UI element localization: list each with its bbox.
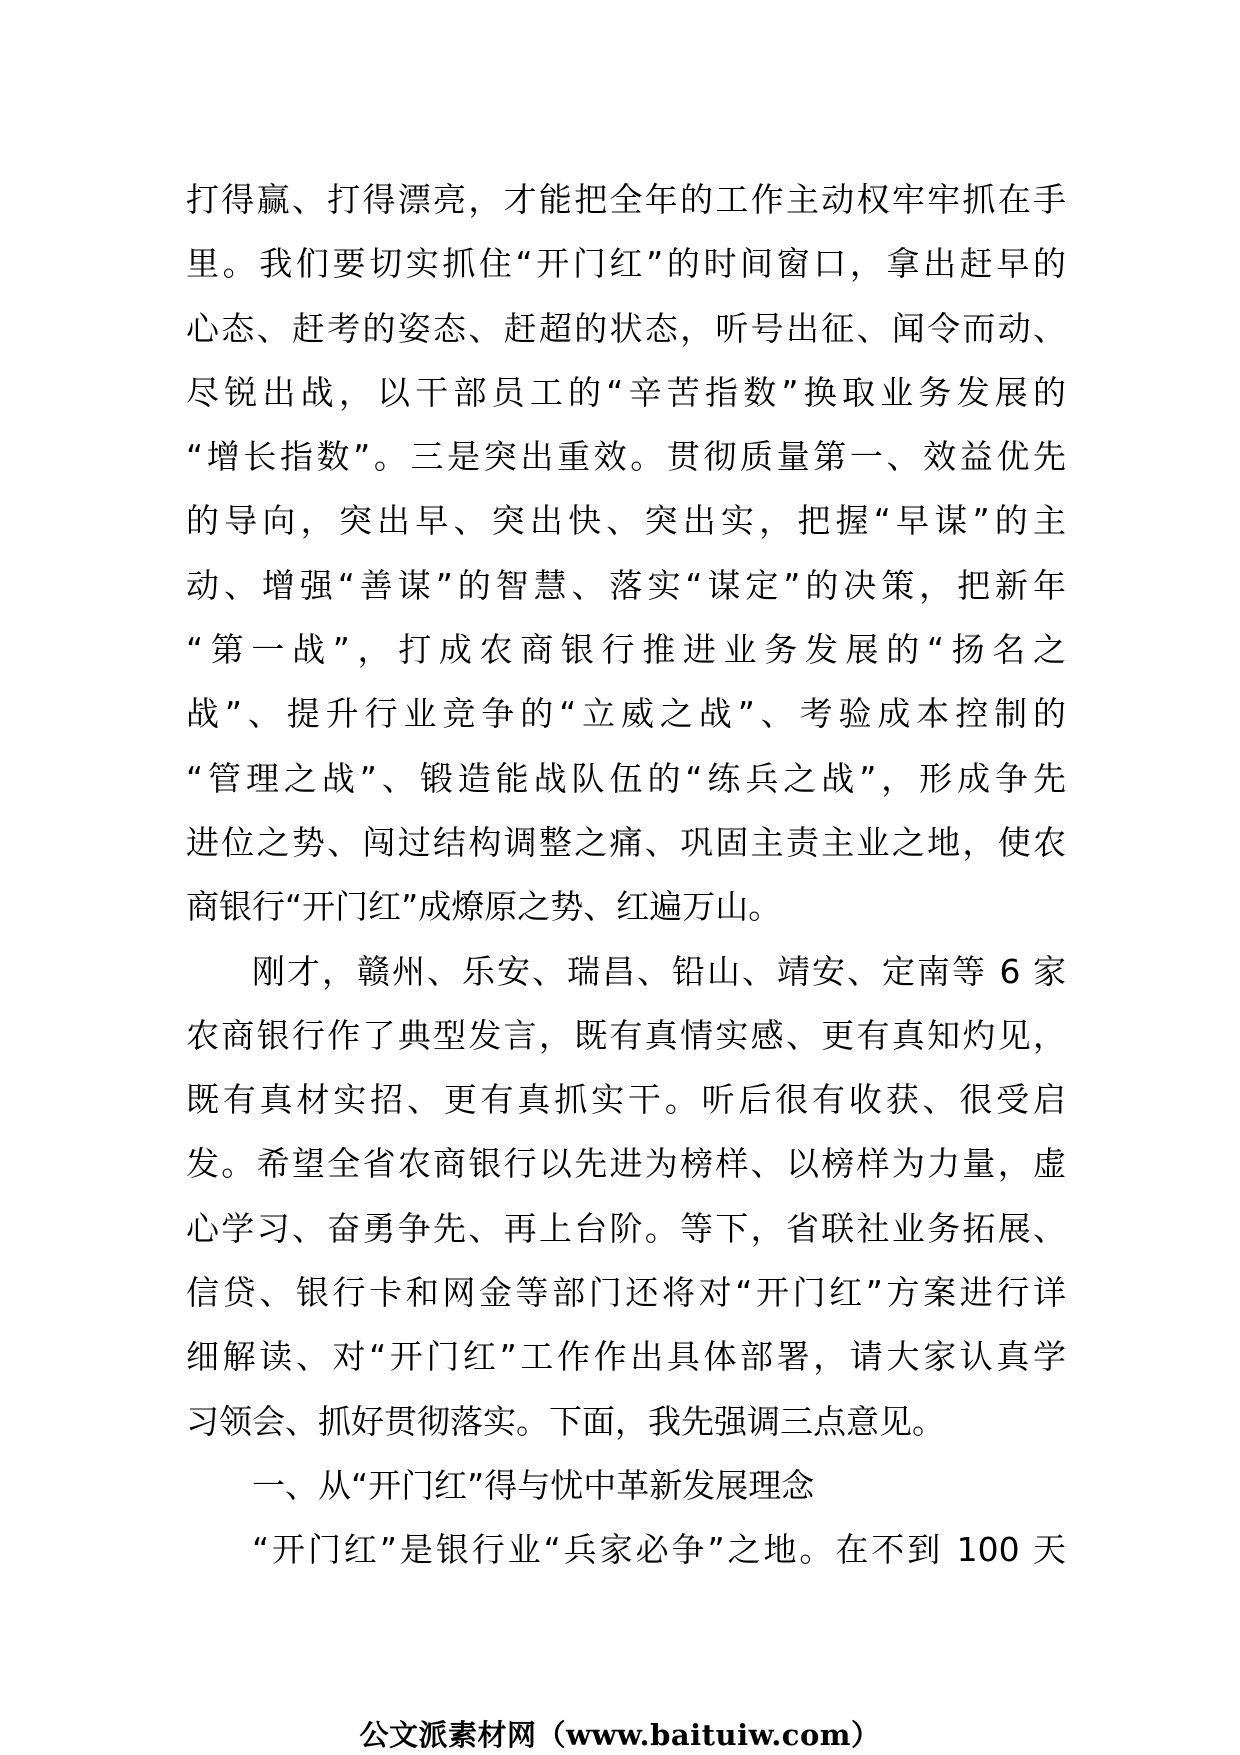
- text-line: 农商银行作了典型发言，既有真情实感、更有真知灼见，: [186, 1015, 1066, 1055]
- text-line: 进位之势、闯过结构调整之痛、巩固主责主业之地，使农: [186, 822, 1066, 862]
- text-line: “第一战”，打成农商银行推进业务发展的“扬名之: [186, 630, 1066, 670]
- text-line: 商银行“开门红”成燎原之势、红遍万山。: [186, 887, 782, 927]
- text-line: “增长指数”。三是突出重效。贯彻质量第一、效益优先: [186, 437, 1066, 477]
- text-line: 既有真材实招、更有真抓实干。听后很有收获、很受启: [186, 1080, 1066, 1120]
- text-line: 细解读、对“开门红”工作作出具体部署，请大家认真学: [186, 1337, 1066, 1377]
- footer-watermark: 公文派素材网（www.baituiw.com）: [359, 1718, 881, 1752]
- section-heading: 一、从“开门红”得与忧中革新发展理念: [252, 1465, 815, 1505]
- text-line: 信贷、银行卡和网金等部门还将对“开门红”方案进行详: [186, 1273, 1066, 1313]
- text-line: “管理之战”、锻造能战队伍的“练兵之战”，形成争先: [186, 758, 1066, 798]
- body-text: [186, 168, 1066, 1583]
- text-line: 的导向，突出早、突出快、突出实，把握“早谋”的主: [186, 501, 1066, 541]
- text-line: “开门红”是银行业“兵家必争”之地。在不到 100 天: [252, 1530, 1066, 1570]
- text-line: 发。希望全省农商银行以先进为榜样、以榜样为力量，虚: [186, 1144, 1066, 1184]
- text-line: 心态、赶考的姿态、赶超的状态，听号出征、闻令而动、: [186, 308, 1066, 348]
- text-line: 习领会、抓好贯彻落实。下面，我先强调三点意见。: [186, 1401, 945, 1441]
- text-line: 里。我们要切实抓住“开门红”的时间窗口，拿出赶早的: [186, 244, 1066, 284]
- text-line: 心学习、奋勇争先、再上台阶。等下，省联社业务拓展、: [186, 1208, 1066, 1248]
- text-line: 动、增强“善谋”的智慧、落实“谋定”的决策，把新年: [186, 565, 1066, 605]
- text-line: 尽锐出战，以干部员工的“辛苦指数”换取业务发展的: [186, 372, 1066, 412]
- text-line: 战”、提升行业竞争的“立威之战”、考验成本控制的: [186, 694, 1066, 734]
- text-line: 刚才，赣州、乐安、瑞昌、铅山、靖安、定南等 6 家: [252, 951, 1066, 991]
- text-line: 打得赢、打得漂亮，才能把全年的工作主动权牢牢抓在手: [186, 180, 1066, 219]
